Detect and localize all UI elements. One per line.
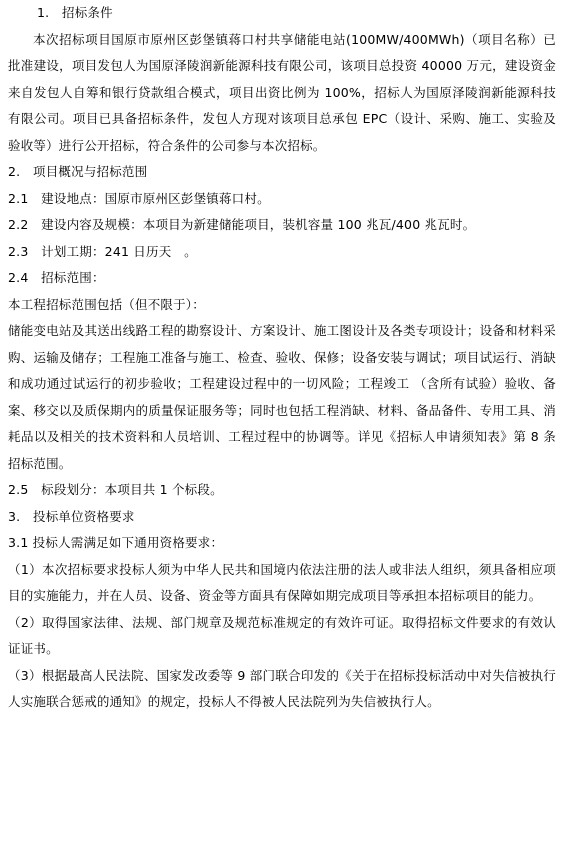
section-2-4-scope-intro: 本工程招标范围包括（但不限于）：	[8, 296, 205, 312]
requirement-1: （1）本次招标要求投标人须为中华人民共和国境内依法注册的法人或非法人组织，须具备相应项目的实施能力，并在人员、设备、资金等方面具有保障如期完成项目等承担本招标项目的能力。	[8, 561, 556, 603]
section-2-1-location: 2.1 建设地点：国原市原州区彭堡镇蒋口村。	[8, 190, 270, 206]
section-1-paragraph: 本次招标项目国原市原州区彭堡镇蒋口村共享储能电站(100MW/400MWh)（项目名称）已批准建设，项目发包人为国原泽陵润新能源科技有限公司，该项目总投资 40000 万元，建设资金来自发包人自筹和银行贷款组合模式，项目出资比例为 100%，招标人为国原泽陵润新能源科技有限公司。项目已具备招标条件，发包人方现对该项目总承包 EPC（设计、采购、施工、实验及验收等）进行公开招标，符合条件的公司参与本次招标。	[8, 31, 556, 153]
section-3-1-requirements: 3.1 投标人需满足如下通用资格要求：	[8, 535, 224, 550]
section-3-heading: 3. 投标单位资格要求	[8, 508, 135, 524]
section-2-4-scope-title: 2.4 招标范围：	[8, 270, 105, 285]
document-body	[8, 0, 556, 716]
section-2-5-lots: 2.5 标段划分：本项目共 1 个标段。	[8, 482, 223, 497]
section-2-3-schedule: 2.3 计划工期：241 日历天 。	[8, 243, 197, 259]
section-2-2-scale: 2.2 建设内容及规模：本项目为新建储能项目，装机容量 100 兆瓦/400 兆瓦时。	[8, 217, 476, 232]
section-2-heading: 2. 项目概况与招标范围	[8, 164, 148, 179]
requirement-3: （3）根据最高人民法院、国家发改委等 9 部门联合印发的《关于在招标投标活动中对失信被执行人实施联合惩戒的通知》的规定，投标人不得被人民法院列为失信被执行人。	[8, 667, 556, 709]
section-1-heading: 1. 招标条件	[37, 5, 113, 20]
requirement-2: （2）取得国家法律、法规、部门规章及规范标准规定的有效许可证。取得招标文件要求的有效认证证书。	[8, 614, 556, 656]
section-2-4-scope-paragraph: 储能变电站及其送出线路工程的勘察设计、方案设计、施工图设计及各类专项设计；设备和材料采购、运输及储存；工程施工准备与施工、检查、验收、保修；设备安装与调试；项目试运行、消缺和成功通过试运行的初步验收；工程建设过程中的一切风险；工程竣工 （含所有试验）验收、备案、移交以及质保期内的质量保证服务等；同时也包括工程消缺、材料、备品备件、专用工具、消耗品以及相关的技术资料和人员培训、工程过程中的协调等。详见《招标人申请须知表》第 8 条招标范围。	[8, 323, 556, 471]
